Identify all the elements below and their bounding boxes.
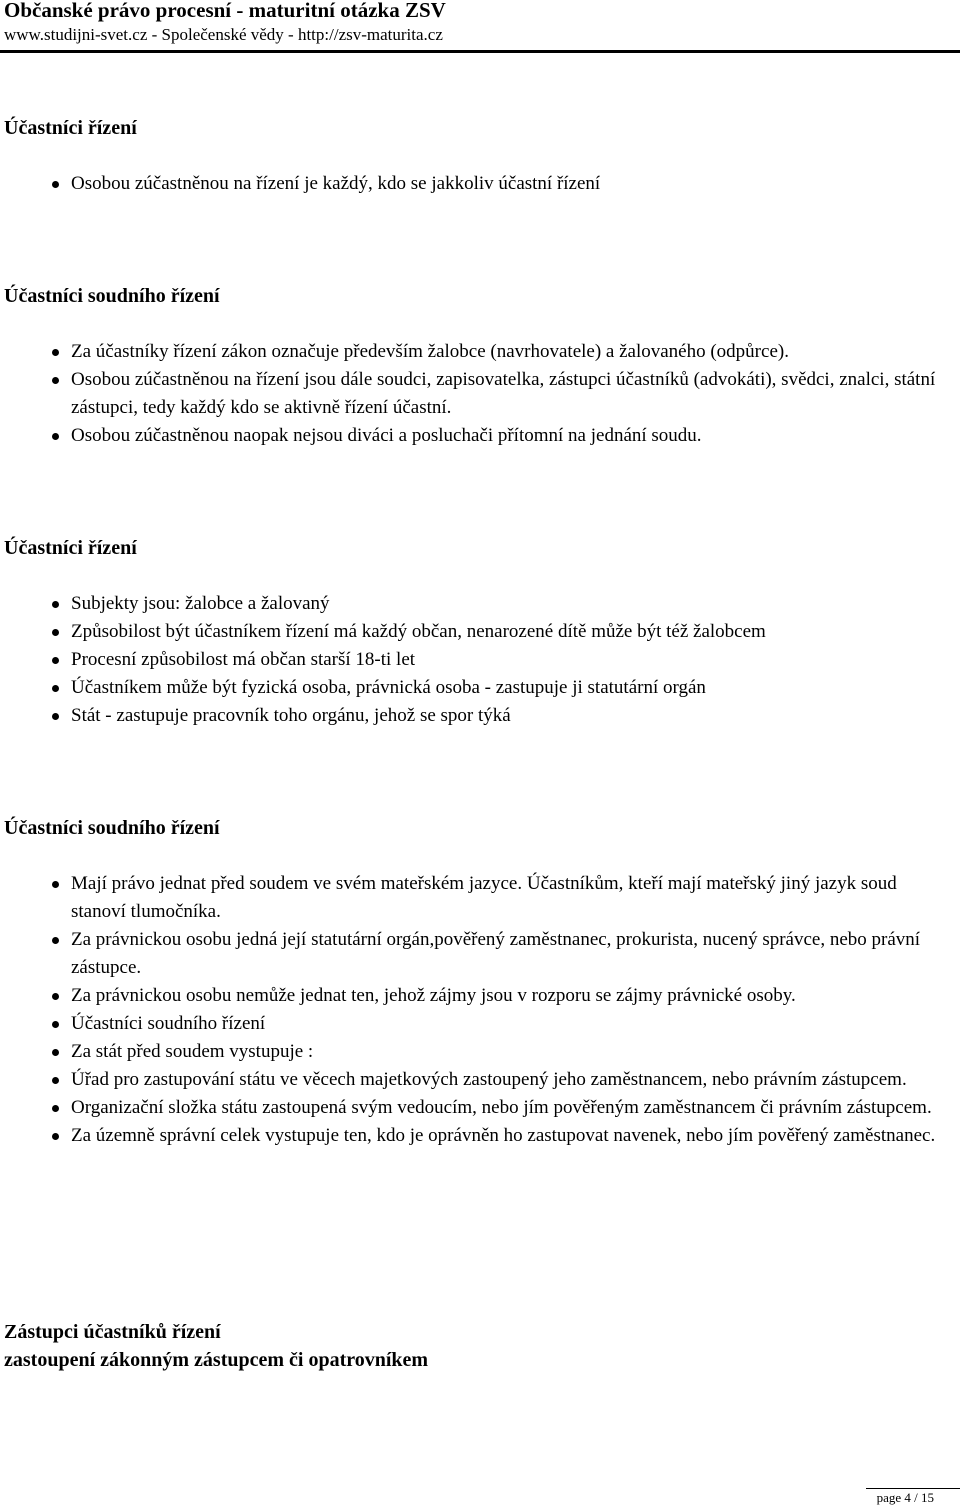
- list-item: Úřad pro zastupování státu ve věcech majetkových zastoupený jeho zaměstnancem, nebo právním zástupcem.: [4, 1066, 954, 1094]
- section-ucastnici-soudniho-rizeni-2: [4, 814, 954, 1150]
- list-item: Organizační složka státu zastoupená svým vedoucím, nebo jím pověřeným zaměstnancem či právním zástupcem.: [4, 1094, 954, 1122]
- list-item: Účastníkem může být fyzická osoba, právnická osoba - zastupuje ji statutární orgán: [4, 674, 954, 702]
- list-item: Za účastníky řízení zákon označuje především žalobce (navrhovatele) a žalovaného (odpůrce).: [4, 338, 954, 366]
- list-item: Subjekty jsou: žalobce a žalovaný: [4, 590, 954, 618]
- list-item: Způsobilost být účastníkem řízení má každý občan, nenarozené dítě může být též žalobcem: [4, 618, 954, 646]
- list-item: Za územně správní celek vystupuje ten, kdo je oprávněn ho zastupovat navenek, nebo jím pověřený zaměstnanec.: [4, 1122, 954, 1150]
- list-item: Účastníci soudního řízení: [4, 1010, 954, 1038]
- section-subtitle: zastoupení zákonným zástupcem či opatrovníkem: [4, 1349, 429, 1371]
- list-item: Osobou zúčastněnou naopak nejsou diváci a posluchači přítomní na jednání soudu.: [4, 422, 954, 450]
- list-item: Za právnickou osobu nemůže jednat ten, jehož zájmy jsou v rozporu se zájmy právnické osoby.: [4, 982, 954, 1010]
- section-title: Účastníci soudního řízení: [4, 285, 220, 307]
- list-item: Stát - zastupuje pracovník toho orgánu, jehož se spor týká: [4, 702, 954, 730]
- header-links: www.studijni-svet.cz - Společenské vědy - http://zsv-maturita.cz: [4, 25, 443, 44]
- bullet-list: [4, 170, 954, 198]
- footer-divider: [866, 1488, 960, 1489]
- section-title: Účastníci řízení: [4, 117, 137, 139]
- header-divider: [0, 50, 960, 53]
- page-number: page 4 / 15: [876, 1490, 934, 1505]
- bullet-list: [4, 590, 954, 730]
- section-zastupci-ucastniku: [4, 1318, 954, 1374]
- bullet-list: [4, 870, 954, 1150]
- section-title: Účastníci soudního řízení: [4, 817, 220, 839]
- list-item: Mají právo jednat před soudem ve svém mateřském jazyce. Účastníkům, kteří mají mateřský jiný jazyk soud stanoví tlumočníka.: [4, 870, 954, 926]
- document-title: Občanské právo procesní - maturitní otázka ZSV: [4, 0, 446, 22]
- section-title: Zástupci účastníků řízení: [4, 1321, 221, 1343]
- section-ucastnici-rizeni-2: [4, 534, 954, 730]
- section-title: Účastníci řízení: [4, 537, 137, 559]
- list-item: Osobou zúčastněnou na řízení jsou dále soudci, zapisovatelka, zástupci účastníků (advokáti), svědci, znalci, státní zástupci, tedy každý kdo se aktivně řízení účastní.: [4, 366, 954, 422]
- bullet-list: [4, 338, 954, 450]
- list-item: Osobou zúčastněnou na řízení je každý, kdo se jakkoliv účastní řízení: [4, 170, 954, 198]
- list-item: Za stát před soudem vystupuje :: [4, 1038, 954, 1066]
- section-ucastnici-soudniho-rizeni-1: [4, 282, 954, 450]
- list-item: Za právnickou osobu jedná její statutární orgán,pověřený zaměstnanec, prokurista, nucený správce, nebo právní zástupce.: [4, 926, 954, 982]
- section-ucastnici-rizeni-1: [4, 114, 954, 198]
- list-item: Procesní způsobilost má občan starší 18-ti let: [4, 646, 954, 674]
